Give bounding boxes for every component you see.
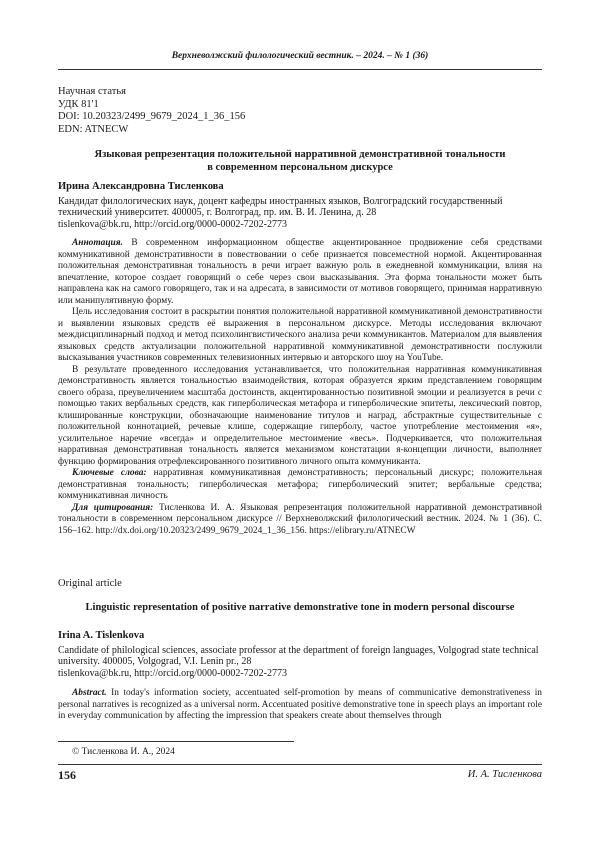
author-block-ru: [58, 181, 542, 230]
running-author: И. А. Тисленкова: [467, 769, 542, 780]
citation: Тисленкова И. А. Языковая репрезентация положительной нарративной демонстративной тональности в современном персональном дискурсе // Верхневолжский филологический вестник. 2024. № 1 (36). С. 156–162. http://dx.doi.org/10.20323/2499_9679_2024_1_36_156. https://elibrary.ru/ATNECW: [58, 502, 542, 536]
abstract-en: [58, 688, 542, 723]
abstract-en-p1: In today's information society, accentuated self-promotion by means of communicative demonstrativeness in personal narratives is recognized as a universal norm. Accentuated positive demonstrative tone in speech plays an important role in everyday communication by affecting the impression that speakers create about themselves through: [58, 688, 542, 721]
abstract-ru: [58, 238, 542, 537]
author-affiliation-ru: Кандидат филологических наук, доцент кафедры иностранных языков, Волгоградский государственный технический университет. 400005, г. Волгоград, пр. им. В. И. Ленина, д. 28: [58, 195, 503, 219]
article-type: Научная статья: [58, 86, 126, 97]
edn: EDN: ATNECW: [58, 123, 129, 135]
author-contact-en: tislenkova@bk.ru, http://orcid.org/0000-0002-7202-2773: [58, 667, 287, 679]
footnote-rule: [58, 741, 294, 742]
udc: УДК 81'1: [58, 98, 99, 110]
abstract-label-ru: Аннотация.: [72, 238, 123, 248]
abstract-ru-p2: Цель исследования состоит в раскрытии понятия положительной нарративной коммуникативной демонстративности и выявлении языковых средств её выражения в персональном дискурсе. Методы исследования включают междисциплинарный подход и метод психолингвистического анализа речи коммуникантов. Материалом для выявления языковых средств актуализации положительной нарративной коммуникативной демонстративности послужили высказывания участников современных телевизионных интервью и авторского шоу на YouTube.: [58, 307, 542, 363]
footer-rule: [58, 764, 542, 765]
abstract-ru-p3: В результате проведенного исследования устанавливается, что положительная нарративная коммуникативная демонстративность является тональностью взаимодействия, которая образуется ярким представлением говорящим своего образа, преувеличением масштаба достоинств, акцентированностью позитивной эмоции и реализуется в речи с помощью таких вербальных средств, как гиперболическая метафора и гиперболические эпитеты, лексический повтор, клишированные конструкции, обозначающие наименование титулов и наград, абстрактные существительные с положительной коннотацией, речевые клише, содержащие гиперболу, частое употребление местоимения «я», усилительное наречие «всегда» и определительное местоимение «весь». Подчеркивается, что положительная нарративная демонстративная тональность является механизмом констатации я-концепции личности, выполняет функцию формирования отрефлексированного позитивного личного опыта коммуниканта.: [58, 364, 542, 467]
title-ru-line1: Языковая репрезентация положительной нарративной демонстративной тональности: [94, 149, 506, 160]
author-name-en: Irina A. Tislenkova: [58, 630, 145, 641]
title-ru-line2: в современном персональном дискурсе: [207, 162, 393, 173]
article-title-ru: [58, 148, 542, 174]
author-name-ru: Ирина Александровна Тисленкова: [58, 181, 224, 192]
article-title-en: Linguistic representation of positive narrative demonstrative tone in modern personal discourse: [85, 602, 515, 613]
doi: DOI: 10.20323/2499_9679_2024_1_36_156: [58, 111, 246, 122]
keywords-label: Ключевые слова:: [72, 468, 147, 478]
citation-label: Для цитирования:: [72, 502, 154, 513]
page-number: 156: [58, 768, 76, 782]
abstract-label-en: Abstract.: [72, 688, 107, 698]
copyright-footnote: © Тисленкова И. А., 2024: [72, 747, 175, 757]
author-affiliation-en: Candidate of philological sciences, associate professor at the department of foreign languages, Volgograd state technical university. 400005, Volgograd, V.I. Lenin pr., 28: [58, 644, 539, 668]
author-contact-ru: tislenkova@bk.ru, http://orcid.org/0000-0002-7202-2773: [58, 218, 287, 230]
keywords: нарративная коммуникативная демонстративность; персональный дискурс; положительная демонстративная тональность; гиперболическая метафора; гиперболический эпитет; вербальные средства; коммуникативная личность: [58, 468, 543, 501]
abstract-ru-p1: В современном информационном обществе акцентированное продвижение себя средствами коммуникативной демонстративности в повествовании о себе признается повсеместной нормой. Акцентированная положительная демонстративная тональность в речи играет важную роль в ежедневной коммуникации, влияя на впечатление, которое создает говорящий о себе через свои высказывания. Эта форма тональности может быть направлена как на самого говорящего, так и на адресата, в зависимости от мотивов говорящего, принимая нарративную или манипулятивную форму.: [58, 238, 543, 306]
article-meta: [58, 86, 245, 136]
running-header: Верхневолжский филологический вестник. – 2024. – № 1 (36): [171, 51, 429, 61]
author-block-en: [58, 630, 542, 679]
header-rule: [58, 69, 542, 70]
original-article-label: Original article: [58, 578, 122, 589]
